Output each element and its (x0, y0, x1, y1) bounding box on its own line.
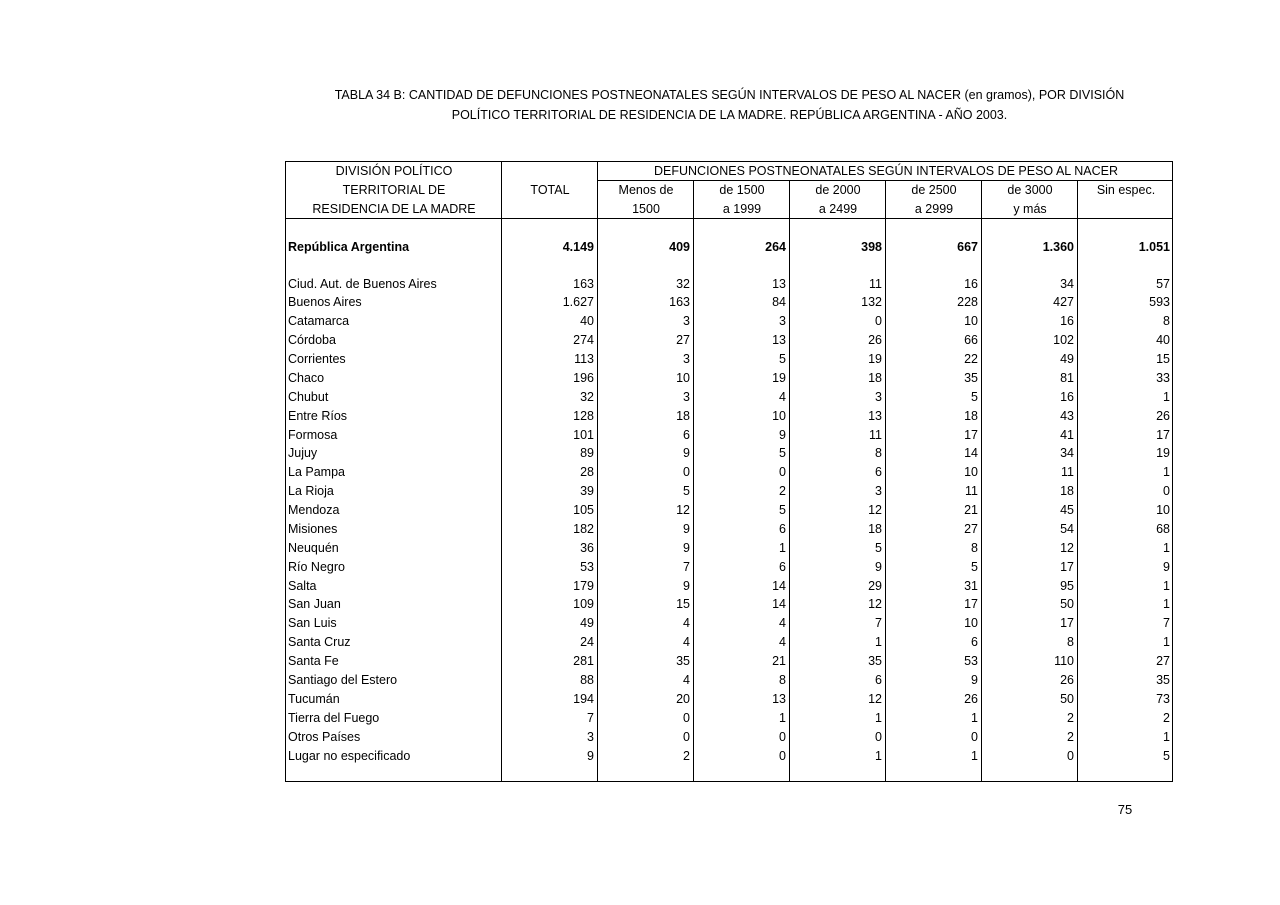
table-row-value: 18 (964, 408, 978, 423)
table-row-value: 95 (1060, 578, 1074, 593)
table-row-value: 11 (965, 484, 978, 499)
table-row-value: 6 (875, 672, 882, 687)
table-row-value: 40 (580, 314, 594, 329)
table-row-value: 73 (1156, 691, 1170, 706)
header-interval-label: Sin espec. (1096, 182, 1156, 197)
table-row-value: 26 (964, 691, 978, 706)
table-row-value: 1 (971, 748, 978, 763)
table-row-value: 15 (676, 597, 690, 612)
page-number: 75 (1117, 802, 1133, 817)
table-row-value: 0 (971, 729, 978, 744)
table-row-value: 9 (971, 672, 978, 687)
header-interval-label: y más (1013, 201, 1047, 216)
table-row-value: 1 (779, 710, 786, 725)
table-row-value: 34 (1060, 446, 1074, 461)
table-row-name: Mendoza (288, 503, 340, 518)
table-row-value: 3 (875, 389, 882, 404)
table-row-value: 132 (861, 295, 882, 310)
table-row-name: La Rioja (288, 484, 334, 499)
table-row-value: 49 (1060, 352, 1074, 367)
header-division-line: TERRITORIAL DE (342, 182, 446, 197)
table-row-value: 1 (1163, 540, 1170, 555)
table-row-value: 57 (1156, 276, 1170, 291)
table-row-value: 20 (676, 691, 690, 706)
table-row-value: 14 (772, 578, 786, 593)
table-row-value: 0 (779, 748, 786, 763)
table-row-value: 3 (683, 314, 690, 329)
table-row-name: Corrientes (288, 352, 346, 367)
table-row-value: 0 (779, 729, 786, 744)
table-row-value: 163 (573, 276, 594, 291)
table-row-value: 26 (1060, 672, 1074, 687)
table-row-value: 13 (772, 691, 786, 706)
table-row-value: 4 (779, 635, 786, 650)
table-row-value: 8 (971, 540, 978, 555)
table-row-value: 1 (1163, 389, 1170, 404)
table-row-value: 7 (875, 616, 882, 631)
table-row-value: 21 (964, 503, 978, 518)
table-row-value: 31 (964, 578, 978, 593)
table-row-value: 196 (573, 370, 594, 385)
table-row-name: Buenos Aires (288, 295, 362, 310)
table-row-value: 4 (779, 389, 786, 404)
table-row-value: 7 (1163, 616, 1170, 631)
table-row-value: 12 (868, 691, 882, 706)
table-row-value: 5 (779, 352, 786, 367)
table-row-value: 18 (1060, 484, 1074, 499)
table-row-value: 9 (683, 540, 690, 555)
table-row-value: 1 (1163, 729, 1170, 744)
table-row-name: Neuquén (288, 540, 339, 555)
table-row-value: 12 (868, 503, 882, 518)
table-row-value: 18 (868, 370, 882, 385)
table-row-value: 5 (875, 540, 882, 555)
table-row-value: 5 (779, 503, 786, 518)
national-total-value: 1.360 (1042, 239, 1074, 254)
table-row-value: 54 (1060, 521, 1074, 536)
table-row-value: 5 (1163, 748, 1170, 763)
table-row-value: 1 (779, 540, 786, 555)
table-row-name: Salta (288, 578, 317, 593)
table-row-value: 66 (964, 333, 978, 348)
table-row-name: Misiones (288, 521, 338, 536)
table-row-name: Entre Ríos (288, 408, 348, 423)
table-row-value: 34 (1060, 276, 1074, 291)
table-row-value: 41 (1060, 427, 1074, 442)
table-row-value: 9 (1163, 559, 1170, 574)
table-row-value: 0 (683, 729, 690, 744)
table-row-value: 113 (574, 352, 594, 367)
table-row-value: 163 (669, 295, 690, 310)
table-row-value: 0 (779, 465, 786, 480)
national-total-value: 667 (957, 239, 978, 254)
table-row-value: 7 (587, 710, 594, 725)
table-row-value: 1 (1163, 465, 1170, 480)
table-row-value: 10 (1156, 503, 1170, 518)
header-interval-label: a 2499 (818, 201, 858, 216)
table-title (286, 86, 1173, 125)
table-row-name: Chubut (288, 389, 329, 404)
table-row-value: 11 (869, 427, 882, 442)
table-row-value: 39 (580, 484, 594, 499)
table-row-value: 1 (1163, 597, 1170, 612)
table-row-value: 128 (573, 408, 594, 423)
table-row-value: 14 (772, 597, 786, 612)
table-row-name: Ciud. Aut. de Buenos Aires (288, 276, 437, 291)
table-row-name: Otros Países (288, 729, 361, 744)
table-row-value: 19 (868, 352, 882, 367)
table-row-value: 0 (683, 710, 690, 725)
header-group-title: DEFUNCIONES POSTNEONATALES SEGÚN INTERVALOS DE PESO AL NACER (654, 163, 1118, 178)
national-total-value: 1.051 (1138, 239, 1170, 254)
table-row-value: 1 (971, 710, 978, 725)
table-row-value: 4 (683, 672, 690, 687)
table-row-value: 10 (964, 465, 978, 480)
table-row-value: 32 (676, 276, 690, 291)
table-row-value: 1 (1163, 635, 1170, 650)
table-row-value: 17 (1060, 559, 1074, 574)
header-interval-label: de 2500 (911, 182, 957, 197)
table-row-value: 3 (587, 729, 594, 744)
table-row-value: 6 (779, 521, 786, 536)
table-row-value: 22 (964, 352, 978, 367)
table-row-value: 105 (573, 503, 594, 518)
table-row-value: 9 (683, 578, 690, 593)
national-total-value: 4.149 (562, 239, 594, 254)
table-row-value: 6 (779, 559, 786, 574)
table-row-value: 228 (957, 295, 978, 310)
table-row-value: 0 (875, 729, 882, 744)
table-row-value: 24 (580, 635, 594, 650)
table-row-value: 274 (573, 333, 594, 348)
table-row-name: Santa Cruz (288, 635, 351, 650)
header-total: TOTAL (530, 182, 570, 197)
table-row-value: 182 (573, 521, 594, 536)
table-row-value: 8 (1067, 635, 1074, 650)
table-row-value: 4 (683, 635, 690, 650)
table-row-value: 8 (875, 446, 882, 461)
table-row-name: La Pampa (288, 465, 345, 480)
table-row-value: 10 (964, 314, 978, 329)
header-interval-label: de 3000 (1007, 182, 1053, 197)
table-row-value: 43 (1060, 408, 1074, 423)
header-division-line: RESIDENCIA DE LA MADRE (312, 201, 476, 216)
table-row-value: 17 (1060, 616, 1074, 631)
table-row-name: Catamarca (288, 314, 350, 329)
table-row-value: 3 (683, 352, 690, 367)
header-interval-label: de 1500 (719, 182, 765, 197)
table-row-value: 8 (779, 672, 786, 687)
table-row-value: 35 (1156, 672, 1170, 687)
table-row-value: 32 (580, 389, 594, 404)
table-row-value: 1.627 (562, 295, 594, 310)
table-row-value: 27 (1156, 654, 1170, 669)
table-row-value: 1 (1163, 578, 1170, 593)
table-row-value: 12 (868, 597, 882, 612)
table-row-value: 50 (1060, 597, 1074, 612)
table-row-value: 5 (779, 446, 786, 461)
table-row-name: Formosa (288, 427, 338, 442)
national-total-name: República Argentina (288, 239, 410, 254)
table-row-value: 3 (875, 484, 882, 499)
table-row-value: 16 (964, 276, 978, 291)
table-row-name: Santa Fe (288, 654, 339, 669)
table-row-value: 17 (1156, 427, 1170, 442)
table-row-value: 593 (1149, 295, 1170, 310)
table-row-value: 12 (676, 503, 690, 518)
table-row-value: 19 (1156, 446, 1170, 461)
table-row-name: Chaco (288, 370, 325, 385)
table-row-value: 10 (964, 616, 978, 631)
table-row-value: 194 (573, 691, 594, 706)
table-row-value: 3 (779, 314, 786, 329)
table-row-value: 110 (1054, 654, 1074, 669)
table-row-value: 5 (971, 559, 978, 574)
table-row-value: 18 (868, 521, 882, 536)
table-row-value: 6 (875, 465, 882, 480)
table-row-name: San Luis (288, 616, 337, 631)
table-row-name: Santiago del Estero (288, 672, 398, 687)
table-row-value: 13 (868, 408, 882, 423)
table-row-value: 0 (683, 465, 690, 480)
table-row-name: San Juan (288, 597, 341, 612)
table-title-line-2: POLÍTICO TERRITORIAL DE RESIDENCIA DE LA MADRE. REPÚBLICA ARGENTINA - AÑO 2003. (451, 107, 1008, 122)
table-row-value: 35 (868, 654, 882, 669)
table-row-value: 9 (875, 559, 882, 574)
table-row-value: 11 (1061, 465, 1074, 480)
table-row-value: 7 (683, 559, 690, 574)
table-row-value: 27 (676, 333, 690, 348)
table-row-value: 10 (772, 408, 786, 423)
table-row-value: 427 (1053, 295, 1074, 310)
header-interval-label: de 2000 (815, 182, 861, 197)
table-row-value: 19 (772, 370, 786, 385)
table-row-value: 21 (772, 654, 786, 669)
table-row-value: 12 (1060, 540, 1074, 555)
table-row-value: 14 (964, 446, 978, 461)
table-row-value: 18 (676, 408, 690, 423)
table-row-value: 17 (964, 427, 978, 442)
table-row-value: 13 (772, 276, 786, 291)
table-row-value: 26 (1156, 408, 1170, 423)
table-row-value: 53 (964, 654, 978, 669)
table-row-name: Córdoba (288, 333, 336, 348)
table-row-value: 10 (676, 370, 690, 385)
table-row-value: 6 (683, 427, 690, 442)
table-row-value: 27 (964, 521, 978, 536)
table-row-value: 4 (779, 616, 786, 631)
table-row-value: 36 (580, 540, 594, 555)
table-row-value: 9 (683, 521, 690, 536)
table-row-value: 2 (1067, 710, 1074, 725)
table-row-value: 1 (875, 710, 882, 725)
table-row-value: 40 (1156, 333, 1170, 348)
table-row-value: 1 (875, 748, 882, 763)
table-row-value: 1 (875, 635, 882, 650)
table-row-value: 0 (875, 314, 882, 329)
table-row-value: 5 (971, 389, 978, 404)
table-row-value: 35 (676, 654, 690, 669)
table-row-value: 84 (772, 295, 786, 310)
table-row-value: 15 (1156, 352, 1170, 367)
table-row-value: 179 (573, 578, 594, 593)
header-interval-label: Menos de (618, 182, 674, 197)
table-row-value: 35 (964, 370, 978, 385)
table-row-name: Lugar no especificado (288, 748, 411, 763)
header-interval-label: 1500 (632, 201, 660, 216)
table-row-value: 33 (1156, 370, 1170, 385)
national-total-value: 398 (861, 239, 882, 254)
table-row-value: 68 (1156, 521, 1170, 536)
table-row-name: Tucumán (288, 691, 340, 706)
national-total-value: 409 (669, 239, 690, 254)
table-row-value: 17 (964, 597, 978, 612)
table-row-value: 88 (580, 672, 594, 687)
table-row-value: 0 (1163, 484, 1170, 499)
table-row-value: 101 (573, 427, 594, 442)
table-row-value: 3 (683, 389, 690, 404)
table-row-value: 28 (580, 465, 594, 480)
header-division-line: DIVISIÓN POLÍTICO (335, 163, 453, 178)
table-row-value: 5 (683, 484, 690, 499)
table-row-name: Tierra del Fuego (288, 710, 380, 725)
table-row-value: 2 (779, 484, 786, 499)
data-table (285, 161, 1173, 782)
table-row-value: 16 (1060, 314, 1074, 329)
table-row-value: 4 (683, 616, 690, 631)
table-row-value: 81 (1060, 370, 1074, 385)
national-total-value: 264 (765, 239, 786, 254)
table-row-value: 2 (683, 748, 690, 763)
table-row-value: 49 (580, 616, 594, 631)
table-row-value: 13 (772, 333, 786, 348)
table-row-value: 8 (1163, 314, 1170, 329)
table-row-value: 102 (1053, 333, 1074, 348)
table-row-value: 9 (683, 446, 690, 461)
table-row-name: Río Negro (288, 559, 345, 574)
table-row-value: 0 (1067, 748, 1074, 763)
table-title-line-1: TABLA 34 B: CANTIDAD DE DEFUNCIONES POSTNEONATALES SEGÚN INTERVALOS DE PESO AL NACER (en gramos), POR DIVISIÓN (334, 88, 1125, 102)
table-row-value: 6 (971, 635, 978, 650)
table-row-value: 89 (580, 446, 594, 461)
table-row-value: 53 (580, 559, 594, 574)
table-row-value: 9 (779, 427, 786, 442)
table-row-value: 45 (1060, 503, 1074, 518)
table-row-value: 109 (573, 597, 594, 612)
table-row-value: 16 (1060, 389, 1074, 404)
table-row-value: 2 (1163, 710, 1170, 725)
table-row-value: 2 (1067, 729, 1074, 744)
header-interval-label: a 1999 (722, 201, 762, 216)
table-row-value: 11 (869, 276, 882, 291)
table-row-value: 281 (573, 654, 594, 669)
table-row-value: 50 (1060, 691, 1074, 706)
table-row-value: 9 (587, 748, 594, 763)
table-row-value: 29 (868, 578, 882, 593)
header-interval-label: a 2999 (914, 201, 954, 216)
table-row-name: Jujuy (288, 446, 318, 461)
table-row-value: 26 (868, 333, 882, 348)
